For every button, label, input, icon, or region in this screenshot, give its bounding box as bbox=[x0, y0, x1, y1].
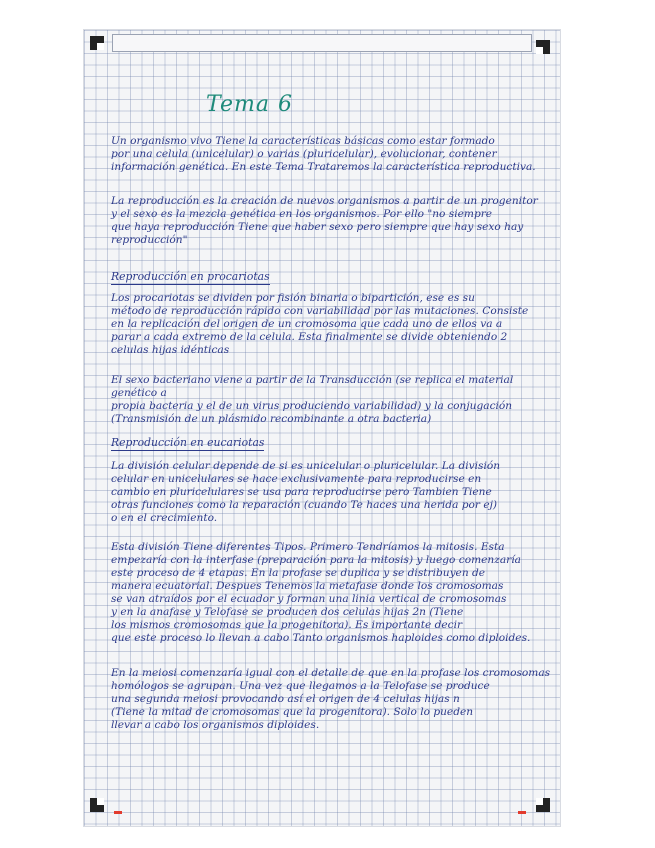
definition-paragraph: La reproducción es la creación de nuevos organismos a partir de un progenitor y el sexo es la mezcla genética en los organismos. Por ello "no siempre que haya reproducción Tiene que haber sexo pero siempre que hay sexo hay reproducción" bbox=[111, 195, 538, 246]
intro-paragraph: Un organismo vivo Tiene la características básicas como estar formado por una celula (unicelular) o varias (pluricelular), evolucionar, contener información genética. En este Tema Trataremos la característica reproductiva. bbox=[111, 135, 536, 173]
red-mark-right bbox=[518, 811, 526, 814]
red-mark-left bbox=[114, 811, 122, 814]
corner-marker-top-left bbox=[90, 36, 104, 50]
eukaryotes-heading: Reproducción en eucariotas bbox=[111, 436, 265, 449]
page-title: Tema 6 bbox=[206, 92, 293, 117]
eukaryotes-paragraph-2: Esta división Tiene diferentes Tipos. Primero Tendríamos la mitosis. Esta empezaría con la interfase (preparación para la mitosis) y luego comenzaría este proceso de 4 etapas. En la profase se duplica y se distribuyen de manera ecuatorial. Despues Tenemos la metafase donde los cromosomas se van atraídos por el ecuador y forman una linia vertical de cromosomas y en la anafase y Telofase se producen dos celulas hijas 2n (Tiene los mismos cromosomas que la progenitora). Es importante decir que este proceso lo llevan a cabo Tanto organismos haploides como diploides. bbox=[111, 541, 531, 644]
eukaryotes-paragraph-1: La división celular depende de si es unicelular o pluricelular. La división celular en unicelulares se hace exclusivamente para reproducirse en cambio en pluricelulares se usa para reproducirse pero Tambien Tiene otras funciones como la reparación (cuando Te haces una herida por ej) o en el crecimiento. bbox=[111, 460, 501, 524]
corner-marker-top-right bbox=[536, 40, 550, 54]
prokaryotes-heading: Reproducción en procariotas bbox=[111, 270, 270, 283]
corner-marker-bottom-left bbox=[90, 798, 104, 812]
prokaryotes-paragraph-1: Los procariotas se dividen por fisión binaria o bipartición, ese es su método de reproducción rápido con variabilidad por las mutaciones. Consiste en la replicación del origen de un cromosoma que cada uno de ellos va a parar a cada extremo de la celula. Esta finalmente se divide obteniendo 2 celulas hijas idénticas bbox=[111, 292, 529, 356]
header-box bbox=[112, 34, 532, 52]
corner-marker-bottom-right bbox=[536, 798, 550, 812]
notebook-page bbox=[84, 30, 560, 826]
eukaryotes-paragraph-3: En la meiosi comenzaría igual con el detalle de que en la profase los cromosomas homólogos se agrupan. Una vez que llegamos a la Telofase se produce una segunda meiosi provocando así el origen de 4 celulas hijas n (Tiene la mitad de cromosomas que la progenitora). Solo lo pueden llevar a cabo los organismos diploides. bbox=[111, 667, 551, 731]
prokaryotes-paragraph-2: El sexo bacteriano viene a partir de la Transducción (se replica el material genético a propia bacteria y el de un virus produciendo variabilidad) y la conjugación (Transmisión de un plásmido recombinante a otra bacteria) bbox=[111, 374, 514, 425]
